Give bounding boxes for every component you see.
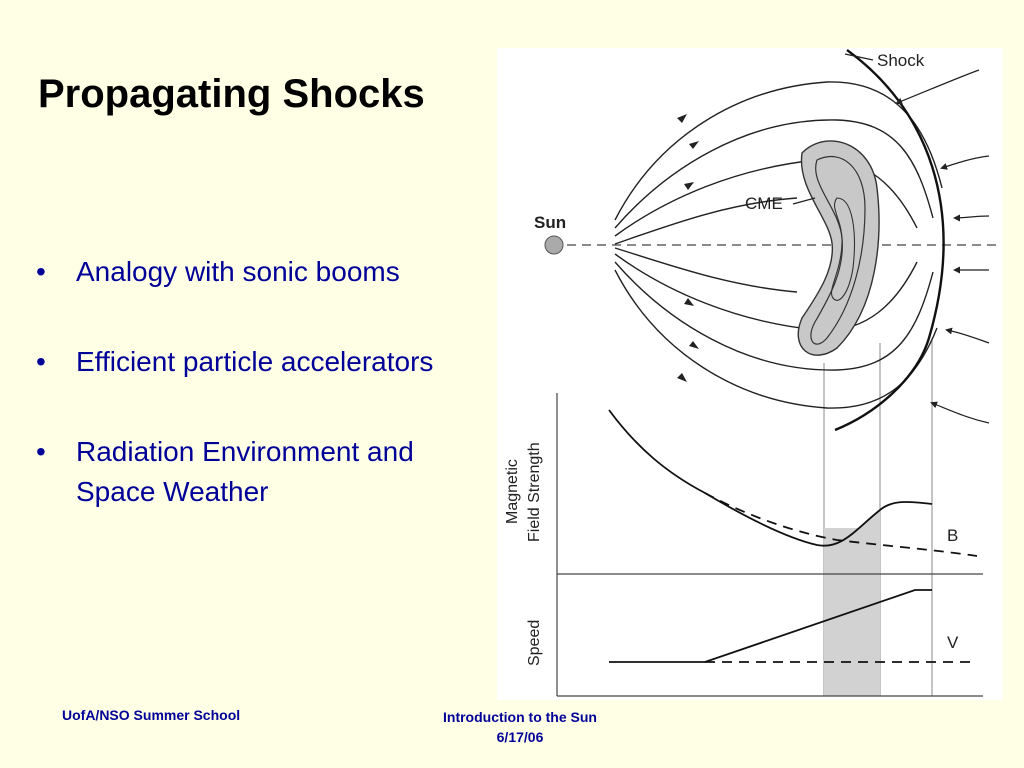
bullet-item <box>36 342 486 382</box>
footer-course-title: Introduction to the Sun <box>443 709 597 725</box>
slide-title: Propagating Shocks <box>38 72 425 116</box>
speed-curve <box>609 590 932 662</box>
cme-body <box>798 141 879 355</box>
field-strength-axis-label: Field Strength <box>526 442 543 542</box>
field-lines-lower <box>615 248 937 408</box>
sun-icon <box>545 236 563 254</box>
speed-axis-label: Speed <box>526 619 543 666</box>
bullet-list <box>36 252 486 562</box>
v-curve-label: V <box>947 633 959 652</box>
bullet-icon: • <box>36 436 46 467</box>
bullet-item <box>36 252 486 292</box>
bullet-text: Efficient particle accelerators <box>76 346 434 377</box>
shock-diagram <box>497 48 1003 700</box>
field-line-arrows <box>677 114 699 382</box>
cme-label-pointer <box>793 198 815 204</box>
bullet-icon: • <box>36 256 46 287</box>
cme-label: CME <box>745 194 783 213</box>
shock-diagram-figure <box>497 48 1003 700</box>
bullet-text: Analogy with sonic booms <box>76 256 400 287</box>
sun-label: Sun <box>534 213 567 232</box>
footer-organization: UofA/NSO Summer School <box>62 707 241 723</box>
footer-date: 6/17/06 <box>496 729 544 745</box>
field-lines-upper <box>615 82 942 244</box>
footer-center <box>410 707 630 747</box>
b-field-curve <box>609 410 932 546</box>
bullet-text: Radiation Environment and Space Weather <box>76 436 414 507</box>
bullet-item <box>36 432 486 512</box>
shock-label: Shock <box>877 51 925 70</box>
b-curve-label: B <box>947 526 959 545</box>
bullet-icon: • <box>36 346 46 377</box>
magnetic-axis-label: Magnetic <box>504 459 521 524</box>
